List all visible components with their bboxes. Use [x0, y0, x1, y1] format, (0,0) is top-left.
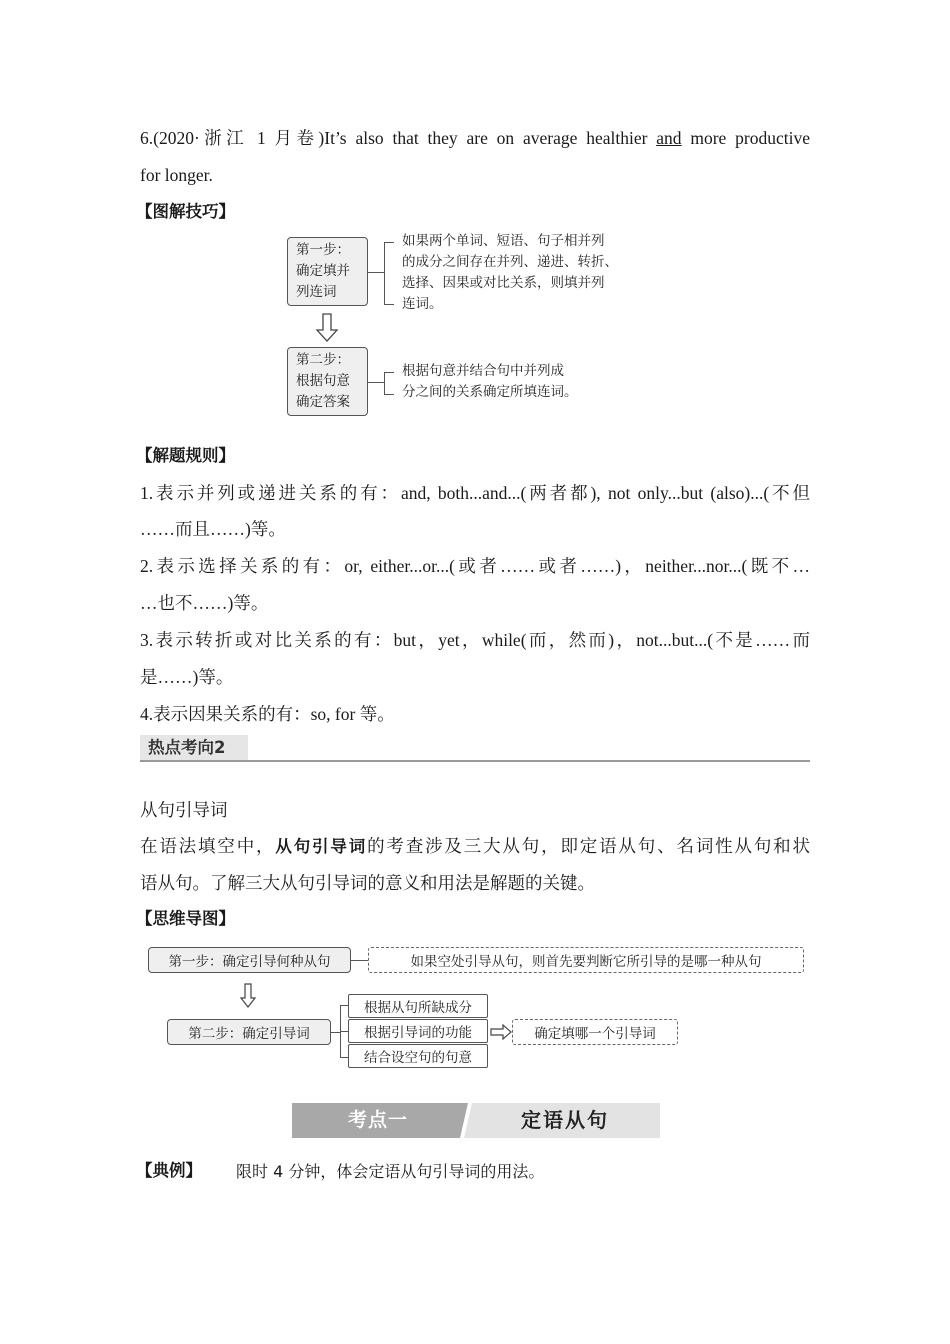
mindmap-step1-connector: [351, 960, 368, 961]
example-6-line-2: for longer.: [140, 165, 213, 185]
mindmap-step1-box: 第一步：确定引导何种从句: [148, 947, 351, 973]
clause-title: 从句引导词: [140, 800, 228, 820]
mindmap-branch-1: 根据从句所缺成分: [348, 994, 488, 1018]
step1-bracket-top: [384, 242, 394, 243]
step2-connector: [368, 382, 384, 383]
mindmap-branch-3: 结合设空句的句意: [348, 1044, 488, 1068]
rule-3-line-1: 3.表示转折或对比关系的有：but，yet，while(而，然而)，not...but...(不是……而: [140, 630, 810, 650]
mindmap-result: 确定填哪一个引导词: [512, 1019, 678, 1045]
rule-4: 4.表示因果关系的有：so, for 等。: [140, 704, 395, 724]
kaodian-title: 定语从句: [521, 1108, 609, 1132]
tujie-heading: 【图解技巧】: [136, 202, 235, 221]
rule-2-line-1: 2.表示选择关系的有：or, either...or...(或者……或者……)，neither...nor...(既不…: [140, 556, 810, 576]
step2-bracket: [384, 372, 385, 394]
mindmap-down-arrow-icon: [239, 983, 257, 1009]
step1-bracket-bottom: [384, 304, 394, 305]
step1-connector: [368, 272, 384, 273]
example-6-line-1: 6.(2020·浙江 1 月卷)It’s also that they are on average healthier and more productive: [140, 128, 810, 148]
step1-box: 第一步： 确定填并 列连词: [287, 237, 368, 306]
clause-intro-line-2: 语从句。了解三大从句引导词的意义和用法是解题的关键。: [140, 873, 595, 893]
rules-heading: 【解题规则】: [136, 446, 235, 465]
mindmap-step1-description: 如果空处引导从句，则首先要判断它所引导的是哪一种从句: [368, 947, 804, 973]
rule-1-line-1: 1.表示并列或递进关系的有：and, both...and...(两者都), not only...but (also)...(不但: [140, 483, 810, 503]
step2-bracket-bottom: [384, 394, 394, 395]
example-instruction: 限时 4 分钟，体会定语从句引导词的用法。: [236, 1162, 545, 1181]
step2-box: 第二步： 根据句意 确定答案: [287, 347, 368, 416]
mindmap-branch-top: [340, 1005, 348, 1006]
step2-description: 根据句意并结合句中并列成 分之间的关系确定所填连词。: [402, 363, 578, 400]
rule-1-line-2: ……而且……)等。: [140, 519, 286, 539]
mindmap-step2-box: 第二步：确定引导词: [167, 1019, 331, 1045]
step2-bracket-top: [384, 372, 394, 373]
clause-intro-bold: 从句引导词: [275, 837, 368, 856]
mindmap-branch-middle: [340, 1031, 348, 1032]
mindmap-branch-bottom: [340, 1057, 348, 1058]
kaodian-label: 考点一: [347, 1109, 408, 1131]
mindmap-step2-connector: [331, 1032, 340, 1033]
underlined-answer: and: [656, 128, 682, 148]
down-arrow-icon: [315, 313, 339, 343]
rule-3-line-2: 是……)等。: [140, 667, 234, 687]
hot-topic-title: 热点考向2: [140, 735, 248, 760]
clause-intro-line-1: 在语法填空中，从句引导词的考查涉及三大从句，即定语从句、名词性从句和状: [140, 836, 811, 856]
example-label: 【典例】: [136, 1161, 202, 1180]
step1-description: 如果两个单词、短语、句子相并列 的成分之间存在并列、递进、转折、 选择、因果或对比关系，则填并列 连词。: [402, 233, 618, 312]
right-arrow-icon: [490, 1024, 512, 1040]
mindmap-heading: 【思维导图】: [136, 909, 235, 928]
step1-bracket: [384, 242, 385, 304]
rule-2-line-2: …也不……)等。: [140, 593, 269, 613]
hot-topic-divider: [140, 760, 810, 762]
mindmap-branch-2: 根据引导词的功能: [348, 1019, 488, 1043]
